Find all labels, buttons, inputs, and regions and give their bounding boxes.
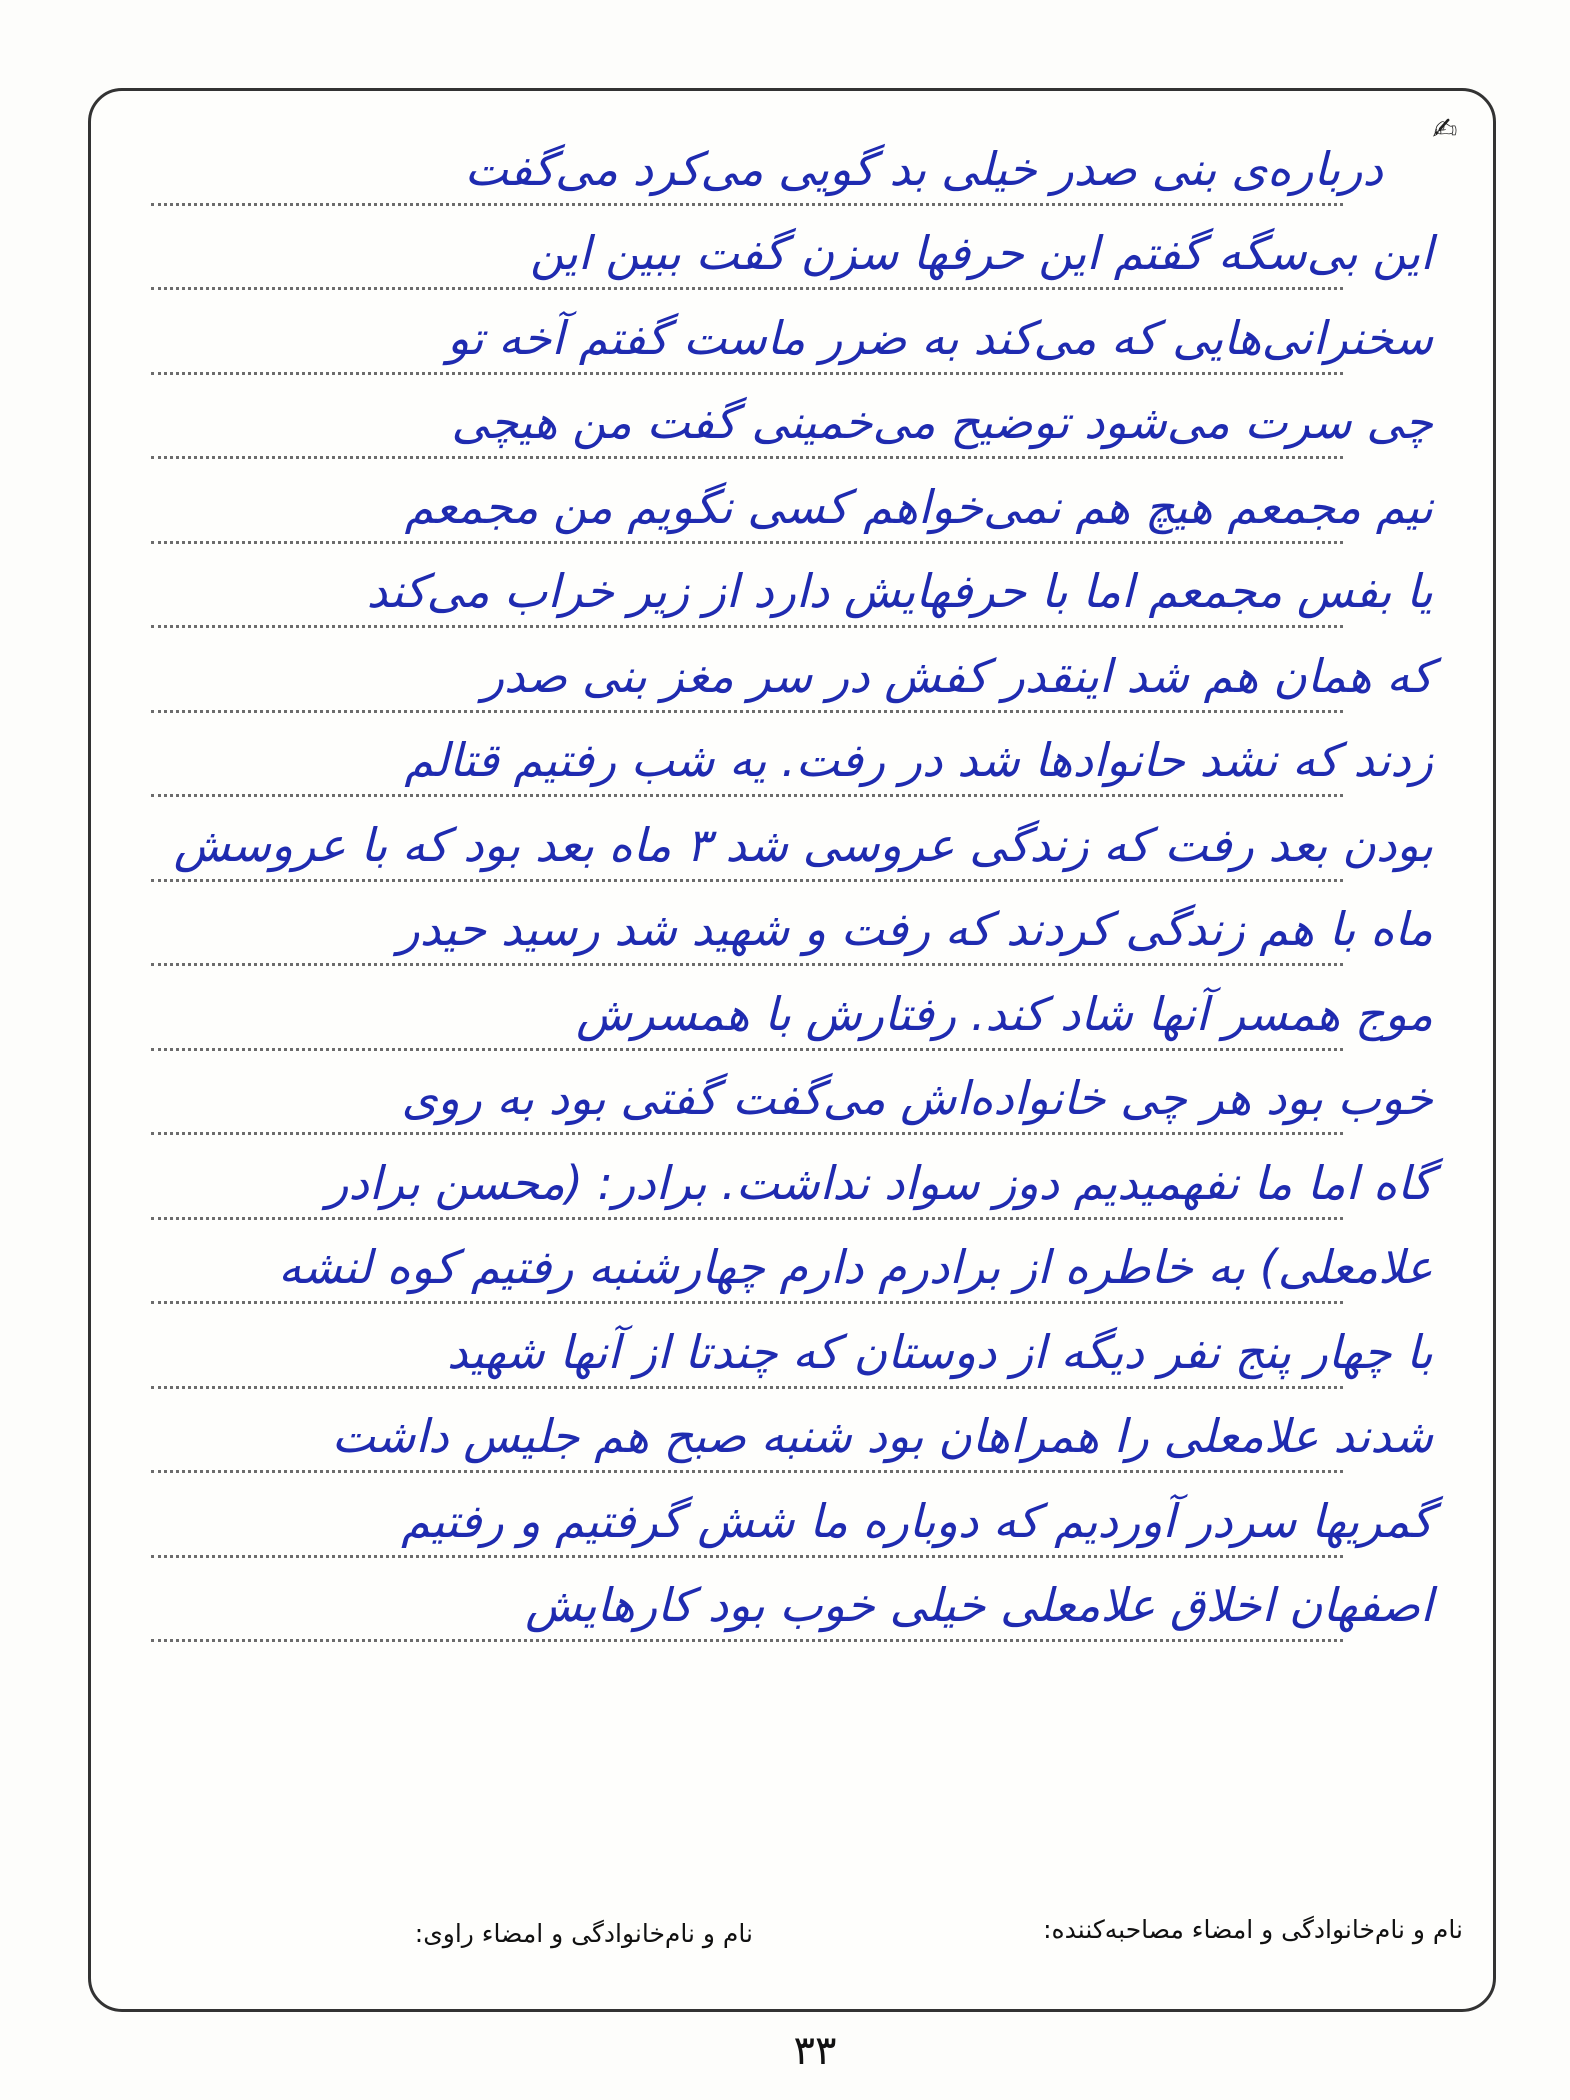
page-frame bbox=[88, 88, 1496, 2012]
ruled-line bbox=[151, 1304, 1433, 1389]
ruled-line bbox=[151, 1558, 1433, 1643]
ruled-line bbox=[151, 1051, 1433, 1136]
ruled-line bbox=[151, 544, 1433, 629]
handwritten-line: اصفهان اخلاق علامعلی خیلی خوب بود کارهایش bbox=[525, 1578, 1433, 1632]
ruled-line bbox=[151, 713, 1433, 798]
handwritten-line: چی سرت می‌شود توضیح می‌خمینی گفت من هیچی bbox=[451, 395, 1433, 449]
ruled-line bbox=[151, 1220, 1433, 1305]
ruled-line bbox=[151, 375, 1433, 460]
handwritten-lines bbox=[131, 121, 1453, 1941]
handwritten-line: ماه با هم زندگی کردند که رفت و شهید شد رسید حیدر bbox=[397, 902, 1433, 956]
handwritten-line: گاه اما ما نفهمیدیم دوز سواد نداشت. برادر: (محسن برادر bbox=[326, 1155, 1433, 1210]
handwritten-line: با چهار پنج نفر دیگه از دوستان که چندتا از آنها شهید bbox=[446, 1324, 1433, 1379]
ruled-line bbox=[151, 459, 1433, 544]
writing-hand-icon: ✍ bbox=[1432, 112, 1458, 147]
handwritten-line: گمریها سردر آوردیم که دوباره ما شش گرفتیم و رفتیم bbox=[401, 1493, 1433, 1548]
handwritten-line: علامعلی) به خاطره از برادرم دارم چهارشنبه رفتیم کوه لنشه bbox=[278, 1240, 1433, 1294]
handwritten-line: این بی‌سگه گفتم این حرفها سزن گفت ببین این bbox=[530, 226, 1433, 280]
ruled-line bbox=[151, 1473, 1433, 1558]
handwritten-line: درباره‌ی بنی صدر خیلی بد گویی می‌کرد می‌گفت bbox=[464, 141, 1383, 196]
ruled-line bbox=[151, 121, 1383, 206]
handwritten-line: موج همسر آنها شاد کند. رفتارش با همسرش bbox=[576, 986, 1433, 1041]
handwritten-line: زدند که نشد حانوادها شد در رفت. یه شب رفتیم قتالم bbox=[404, 733, 1433, 787]
ruled-line bbox=[151, 628, 1433, 713]
ruled-line bbox=[151, 797, 1433, 882]
handwritten-line: که همان هم شد اینقدر کفش در سر مغز بنی صدر bbox=[481, 648, 1433, 703]
ruled-line bbox=[151, 882, 1433, 967]
ruled-line bbox=[151, 290, 1433, 375]
ruled-line bbox=[151, 206, 1433, 291]
narrator-signature-label: نام و نام‌خانوادگی و امضاء راوی: bbox=[414, 1919, 753, 1948]
handwritten-line: شدند علامعلی را همراهان بود شنبه صبح هم جلیس داشت bbox=[331, 1409, 1433, 1463]
interviewer-signature-label: نام و نام‌خانوادگی و امضاء مصاحبه‌کننده: bbox=[1043, 1915, 1463, 1944]
ruled-line bbox=[151, 1389, 1433, 1474]
handwritten-line: سخنرانی‌هایی که می‌کند به ضرر ماست گفتم آخه تو bbox=[447, 310, 1433, 365]
handwritten-line: خوب بود هر چی خانواده‌اش می‌گفت گفتی بود به روی bbox=[401, 1071, 1433, 1125]
handwritten-line: نیم مجمعم هیچ هم نمی‌خواهم کسی نگویم من مجمعم bbox=[404, 479, 1433, 534]
handwritten-line: بودن بعد رفت که زندگی عروسی شد ۳ ماه بعد بود که با عروسش bbox=[173, 817, 1433, 872]
handwritten-line: یا بفس مجمعم اما با حرفهایش دارد از زیر خراب می‌کند bbox=[366, 564, 1433, 618]
page-number: ۳۳ bbox=[793, 2028, 837, 2074]
ruled-line bbox=[151, 1135, 1433, 1220]
ruled-line bbox=[151, 966, 1433, 1051]
signature-footer bbox=[151, 1915, 1463, 1965]
